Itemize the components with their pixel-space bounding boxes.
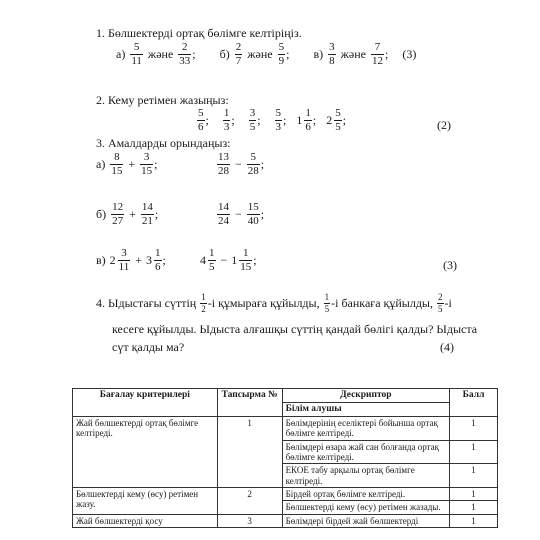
fraction: $\frac{5}{9}$ [278,41,285,67]
header-score: Балл [450,389,498,417]
fraction: $\frac{3}{5}$ [249,107,256,133]
table-row: Бөлшектерді кему (өсу) ретімен жазады. 1 [73,501,498,514]
header-criteria: Бағалау критерилері [73,389,218,417]
q2-points: (2) [437,118,451,132]
q3-c2: 4 $\frac{1}{5}$ − 1 $\frac{1}{15}$ ; [200,247,257,273]
q4-line1: 4. Ыдыстағы сүттің $\frac{1}{2}$ -і құмыраға құйылды, $\frac{1}{5}$ -і банкаға құйылды, $\frac{2}{5}$ -і [96,292,452,314]
q1-item-b: б) $\frac{2}{7}$ және $\frac{5}{9}$ ; [219,41,290,67]
header-task: Тапсырма № [217,389,282,417]
q3-b2: $\frac{14}{24}$ − $\frac{15}{40}$ ; [218,201,265,227]
rubric-table [72,388,498,528]
rubric-header-row [73,389,498,403]
fraction: $\frac{5}{6}$ [198,107,204,133]
q3-points: (3) [443,258,457,272]
q3-title: 3. Амалдарды орындаңыз: [96,136,231,150]
q1-points: (3) [402,47,417,61]
q4-line2: кесеге құйылды. Ыдыста алғашқы сүттің қандай бөлігі қалды? Ыдыста [112,322,478,336]
q3-row-b: б) $\frac{12}{27}$ + $\frac{14}{21}$ ; [96,201,159,227]
table-row: Бөлшектерді кему (өсу) ретімен жазу. 2 Бірдей ортақ бөлімге келтіреді. 1 [73,487,498,500]
mixed-number: 1 $\frac{1}{6}$ [296,107,311,134]
q1-items [116,42,416,67]
table-row: Бөлімдері өзара жай сан болғанда ортақ бөлімге келтіреді. 1 [73,440,498,464]
q1-item-a: а) $\frac{5}{11}$ және $\frac{2}{33}$ ; [116,41,196,67]
q4-line3: сүт қалды ма? [112,340,185,354]
q4-points: (4) [440,340,454,354]
fraction: $\frac{1}{3}$ [223,107,230,133]
q1-item-c: в) $\frac{3}{8}$ және $\frac{7}{12}$ ; [313,41,389,67]
q3-row-a: а) $\frac{8}{15}$ + $\frac{3}{15}$ ; [96,151,158,177]
fraction: $\frac{5}{11}$ [131,41,142,67]
and-word: және [147,47,174,61]
table-row: Жай бөлшектерді ортақ бөлімге келтіреді. 1 Бөлімдерінің еселіктері бойынша ортақ бөлімге келтіреді. 1 [73,416,498,440]
fraction: $\frac{3}{8}$ [329,41,335,67]
table-row: ЕКОЕ табу арқылы ортақ бөлімге келтіреді. 1 [73,464,498,488]
fraction: $\frac{5}{3}$ [275,107,282,133]
header-subheader: Білім алушы [282,402,450,416]
fraction: $\frac{2}{7}$ [235,41,242,67]
and-word: және [340,47,367,61]
q2-fractions: $\frac{5}{6}$ ; $\frac{1}{3}$ ; $\frac{3}{5}$ ; $\frac{5}{3}$ ; 1 $\frac{1}{6}$ ; 2 $\frac{5}{5}$ ; [198,107,347,134]
fraction: $\frac{2}{33}$ [179,41,191,67]
and-word: және [247,47,273,61]
q2-title: 2. Кему ретімен жазыңыз: [96,93,229,107]
fraction: $\frac{7}{12}$ [372,41,384,67]
header-descriptor: Дескриптор [282,389,450,403]
q3-a2: $\frac{13}{28}$ − $\frac{5}{28}$ ; [218,151,265,177]
q3-row-c: в) 2 $\frac{3}{11}$ + 3 $\frac{1}{6}$ ; [96,247,166,273]
q1-title: 1. Бөлшектерді ортақ бөлімге келтіріңіз. [96,26,302,40]
mixed-number: 2 $\frac{5}{5}$ [326,107,341,134]
table-row: Жай бөлшектерді қосу 3 Бөлімдері бірдей жай бөлшектерді 1 [73,514,498,527]
